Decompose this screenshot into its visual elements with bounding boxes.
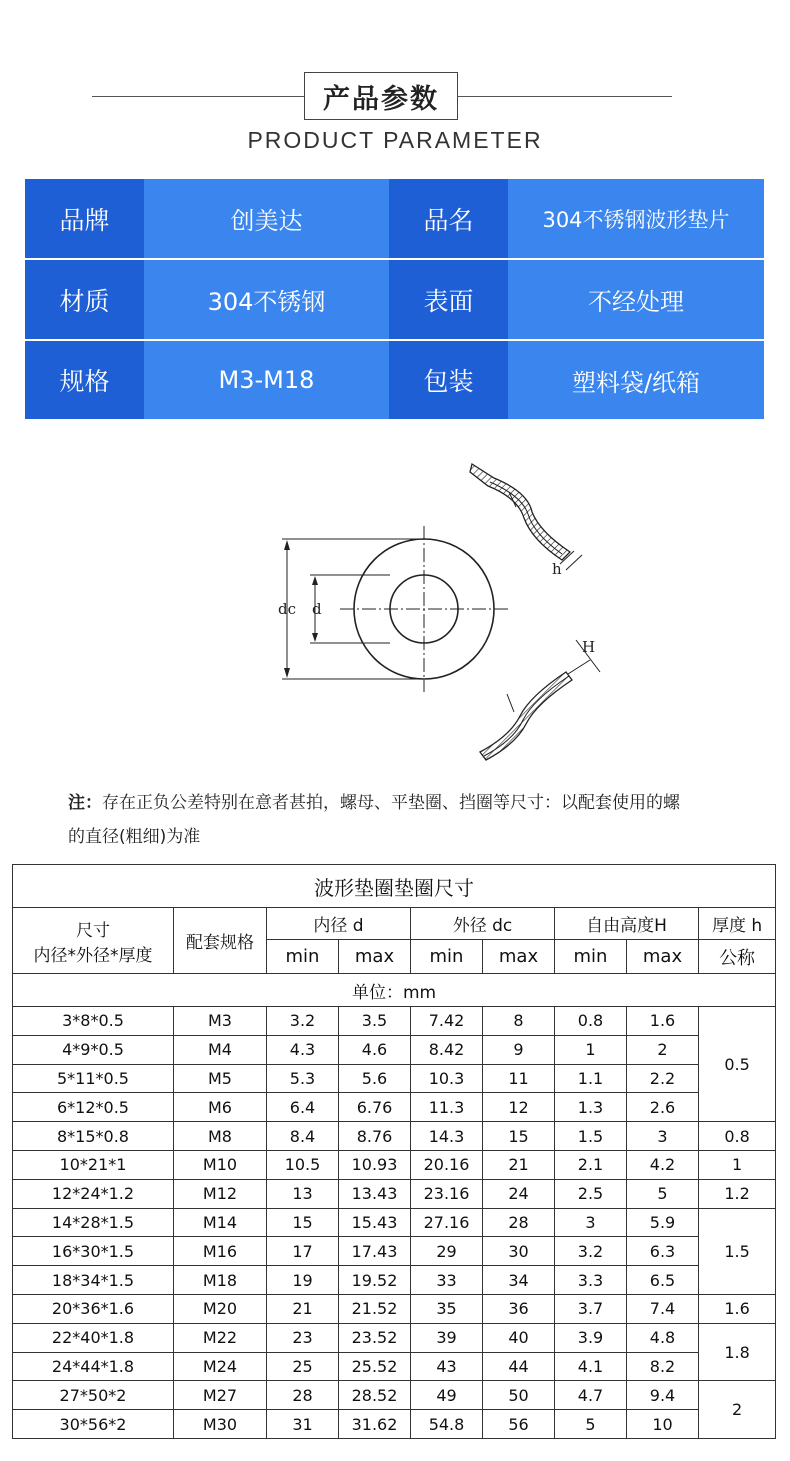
- cell-m: M16: [174, 1237, 267, 1266]
- cell-size: 6*12*0.5: [13, 1093, 174, 1122]
- table-body: [13, 1007, 776, 1439]
- cell-dcmax: 9: [483, 1035, 555, 1064]
- cell-dmin: 21: [267, 1294, 339, 1323]
- header-title-box: 产品参数: [304, 72, 458, 120]
- param-value: 塑料袋/纸箱: [508, 341, 764, 419]
- cell-hmax: 4.2: [627, 1150, 699, 1179]
- cell-hmin: 3.3: [555, 1266, 627, 1295]
- cell-dcmax: 28: [483, 1208, 555, 1237]
- table-row: [13, 1208, 776, 1237]
- table-row: [13, 1035, 776, 1064]
- cell-dcmax: 15: [483, 1122, 555, 1151]
- cell-m: M3: [174, 1007, 267, 1036]
- label-dc: dc: [278, 600, 297, 618]
- cell-m: M4: [174, 1035, 267, 1064]
- param-key: 品名: [389, 179, 508, 258]
- cell-dmax: 19.52: [339, 1266, 411, 1295]
- cell-dmax: 13.43: [339, 1179, 411, 1208]
- table-row: [13, 1007, 776, 1036]
- header-size: 尺寸 内径*外径*厚度: [13, 908, 174, 974]
- cell-hmax: 2.2: [627, 1064, 699, 1093]
- param-row: [25, 179, 764, 258]
- cell-hmax: 8.2: [627, 1352, 699, 1381]
- header-inner-d: 内径 d: [267, 908, 411, 940]
- header-min: min: [267, 940, 339, 974]
- cell-hmax: 3: [627, 1122, 699, 1151]
- cell-hmin: 3: [555, 1208, 627, 1237]
- cell-hmin: 1.1: [555, 1064, 627, 1093]
- cell-hmin: 2.5: [555, 1179, 627, 1208]
- cell-hmax: 1.6: [627, 1007, 699, 1036]
- cell-dcmax: 30: [483, 1237, 555, 1266]
- cell-size: 14*28*1.5: [13, 1208, 174, 1237]
- cell-dmax: 5.6: [339, 1064, 411, 1093]
- cell-dmin: 6.4: [267, 1093, 339, 1122]
- param-key: 表面: [389, 260, 508, 339]
- cell-hmin: 1.3: [555, 1093, 627, 1122]
- cell-hmin: 3.7: [555, 1294, 627, 1323]
- cell-hmax: 2: [627, 1035, 699, 1064]
- cell-m: M30: [174, 1410, 267, 1439]
- cell-m: M14: [174, 1208, 267, 1237]
- param-value: 创美达: [144, 179, 389, 258]
- cell-hmin: 2.1: [555, 1150, 627, 1179]
- header-outer-dc: 外径 dc: [411, 908, 555, 940]
- header-max: max: [339, 940, 411, 974]
- cell-dmax: 31.62: [339, 1410, 411, 1439]
- cell-hmax: 10: [627, 1410, 699, 1439]
- cell-dmin: 4.3: [267, 1035, 339, 1064]
- cell-hmin: 1.5: [555, 1122, 627, 1151]
- param-value: M3-M18: [144, 341, 389, 419]
- param-key: 包装: [389, 341, 508, 419]
- cell-thickness: 1.2: [699, 1179, 776, 1208]
- cell-size: 5*11*0.5: [13, 1064, 174, 1093]
- cell-thickness: 1.8: [699, 1323, 776, 1381]
- cell-size: 12*24*1.2: [13, 1179, 174, 1208]
- cell-size: 27*50*2: [13, 1381, 174, 1410]
- cell-dmax: 10.93: [339, 1150, 411, 1179]
- cell-size: 18*34*1.5: [13, 1266, 174, 1295]
- cell-thickness: 0.8: [699, 1122, 776, 1151]
- header-thickness: 厚度 h: [699, 908, 776, 940]
- cell-dmin: 23: [267, 1323, 339, 1352]
- cell-dmax: 6.76: [339, 1093, 411, 1122]
- cell-dcmin: 43: [411, 1352, 483, 1381]
- cell-dmin: 13: [267, 1179, 339, 1208]
- cell-dcmax: 21: [483, 1150, 555, 1179]
- param-key: 品牌: [25, 179, 144, 258]
- cell-hmax: 6.5: [627, 1266, 699, 1295]
- table-title: 波形垫圈垫圈尺寸: [13, 865, 776, 908]
- cell-dmax: 3.5: [339, 1007, 411, 1036]
- header-min: min: [411, 940, 483, 974]
- cell-dmin: 28: [267, 1381, 339, 1410]
- cell-dmax: 8.76: [339, 1122, 411, 1151]
- cell-size: 24*44*1.8: [13, 1352, 174, 1381]
- cell-hmin: 1: [555, 1035, 627, 1064]
- cell-dcmin: 23.16: [411, 1179, 483, 1208]
- cell-hmax: 5.9: [627, 1208, 699, 1237]
- note-line-1: 存在正负公差特别在意者甚拍，螺母、平垫圈、挡圈等尺寸：以配套使用的螺: [102, 793, 680, 813]
- cell-dmax: 4.6: [339, 1035, 411, 1064]
- param-value: 不经处理: [508, 260, 764, 339]
- cell-hmax: 2.6: [627, 1093, 699, 1122]
- cell-dcmax: 50: [483, 1381, 555, 1410]
- cell-hmin: 5: [555, 1410, 627, 1439]
- wave-washer-diagram: [0, 452, 790, 774]
- note-text: [68, 786, 790, 854]
- cell-thickness: 1.6: [699, 1294, 776, 1323]
- cell-dcmax: 34: [483, 1266, 555, 1295]
- cell-dcmin: 20.16: [411, 1150, 483, 1179]
- label-d: d: [312, 600, 322, 618]
- header-free-height: 自由高度H: [555, 908, 699, 940]
- cell-m: M18: [174, 1266, 267, 1295]
- cell-hmax: 9.4: [627, 1381, 699, 1410]
- header-match: 配套规格: [174, 908, 267, 974]
- cell-dcmax: 8: [483, 1007, 555, 1036]
- cell-dmin: 15: [267, 1208, 339, 1237]
- cell-size: 10*21*1: [13, 1150, 174, 1179]
- table-row: [13, 1410, 776, 1439]
- cell-hmin: 3.2: [555, 1237, 627, 1266]
- cell-m: M5: [174, 1064, 267, 1093]
- cell-dmax: 28.52: [339, 1381, 411, 1410]
- param-value: 304不锈钢波形垫片: [508, 179, 764, 258]
- cell-dcmax: 40: [483, 1323, 555, 1352]
- cell-dcmax: 11: [483, 1064, 555, 1093]
- label-h: h: [552, 560, 562, 578]
- cell-dcmin: 8.42: [411, 1035, 483, 1064]
- table-row: [13, 1122, 776, 1151]
- header-min: min: [555, 940, 627, 974]
- cell-size: 20*36*1.6: [13, 1294, 174, 1323]
- param-row: [25, 260, 764, 339]
- param-row: [25, 341, 764, 419]
- cell-m: M20: [174, 1294, 267, 1323]
- param-key: 材质: [25, 260, 144, 339]
- cell-dmin: 3.2: [267, 1007, 339, 1036]
- washer-section-top: [470, 464, 582, 570]
- cell-size: 4*9*0.5: [13, 1035, 174, 1064]
- table-row: [13, 1150, 776, 1179]
- cell-dcmax: 44: [483, 1352, 555, 1381]
- cell-dcmin: 39: [411, 1323, 483, 1352]
- cell-m: M24: [174, 1352, 267, 1381]
- header-line-left: [92, 96, 304, 97]
- table-row: [13, 1064, 776, 1093]
- cell-dcmin: 11.3: [411, 1093, 483, 1122]
- unit-row: 单位：mm: [13, 974, 776, 1007]
- header-max: max: [483, 940, 555, 974]
- cell-m: M10: [174, 1150, 267, 1179]
- washer-section-bottom: [480, 640, 600, 760]
- cell-dmax: 25.52: [339, 1352, 411, 1381]
- cell-thickness: 2: [699, 1381, 776, 1439]
- header-nominal: 公称: [699, 940, 776, 974]
- cell-hmin: 3.9: [555, 1323, 627, 1352]
- header-max: max: [627, 940, 699, 974]
- cell-hmin: 4.1: [555, 1352, 627, 1381]
- cell-dcmin: 7.42: [411, 1007, 483, 1036]
- dimension-table: [12, 864, 776, 1439]
- product-parameter-table: [25, 179, 764, 419]
- table-row: [13, 1237, 776, 1266]
- cell-m: M8: [174, 1122, 267, 1151]
- header-line-right: [458, 96, 672, 97]
- cell-dmin: 31: [267, 1410, 339, 1439]
- cell-dcmax: 36: [483, 1294, 555, 1323]
- param-key: 规格: [25, 341, 144, 419]
- cell-hmax: 5: [627, 1179, 699, 1208]
- cell-dcmin: 33: [411, 1266, 483, 1295]
- cell-dmin: 19: [267, 1266, 339, 1295]
- cell-dmin: 25: [267, 1352, 339, 1381]
- cell-dcmax: 24: [483, 1179, 555, 1208]
- cell-thickness: 1: [699, 1150, 776, 1179]
- table-row: [13, 1294, 776, 1323]
- cell-hmax: 7.4: [627, 1294, 699, 1323]
- cell-hmin: 4.7: [555, 1381, 627, 1410]
- cell-dcmin: 49: [411, 1381, 483, 1410]
- table-row: [13, 1093, 776, 1122]
- header-subtitle: PRODUCT PARAMETER: [247, 127, 543, 153]
- cell-dcmin: 27.16: [411, 1208, 483, 1237]
- cell-size: 30*56*2: [13, 1410, 174, 1439]
- cell-dmax: 23.52: [339, 1323, 411, 1352]
- table-row: [13, 1179, 776, 1208]
- section-header: [0, 0, 790, 170]
- table-row: [13, 1266, 776, 1295]
- cell-dmin: 10.5: [267, 1150, 339, 1179]
- cell-size: 3*8*0.5: [13, 1007, 174, 1036]
- cell-dcmin: 54.8: [411, 1410, 483, 1439]
- cell-dmax: 17.43: [339, 1237, 411, 1266]
- table-row: [13, 1323, 776, 1352]
- cell-dmin: 8.4: [267, 1122, 339, 1151]
- cell-m: M6: [174, 1093, 267, 1122]
- cell-size: 22*40*1.8: [13, 1323, 174, 1352]
- cell-dcmin: 10.3: [411, 1064, 483, 1093]
- cell-dcmin: 14.3: [411, 1122, 483, 1151]
- cell-thickness: 1.5: [699, 1208, 776, 1294]
- cell-m: M12: [174, 1179, 267, 1208]
- cell-m: M27: [174, 1381, 267, 1410]
- param-value: 304不锈钢: [144, 260, 389, 339]
- cell-thickness: 0.5: [699, 1007, 776, 1122]
- cell-hmax: 6.3: [627, 1237, 699, 1266]
- cell-dmin: 5.3: [267, 1064, 339, 1093]
- note-line-2: 的直径(粗细)为准: [68, 827, 201, 847]
- cell-dmax: 21.52: [339, 1294, 411, 1323]
- cell-hmax: 4.8: [627, 1323, 699, 1352]
- cell-dcmax: 56: [483, 1410, 555, 1439]
- cell-size: 8*15*0.8: [13, 1122, 174, 1151]
- cell-dcmin: 29: [411, 1237, 483, 1266]
- cell-dmax: 15.43: [339, 1208, 411, 1237]
- cell-size: 16*30*1.5: [13, 1237, 174, 1266]
- table-row: [13, 1352, 776, 1381]
- cell-dmin: 17: [267, 1237, 339, 1266]
- note-label: 注：: [68, 793, 102, 813]
- cell-dcmax: 12: [483, 1093, 555, 1122]
- cell-m: M22: [174, 1323, 267, 1352]
- cell-dcmin: 35: [411, 1294, 483, 1323]
- cell-hmin: 0.8: [555, 1007, 627, 1036]
- table-row: [13, 1381, 776, 1410]
- label-H: H: [582, 638, 596, 656]
